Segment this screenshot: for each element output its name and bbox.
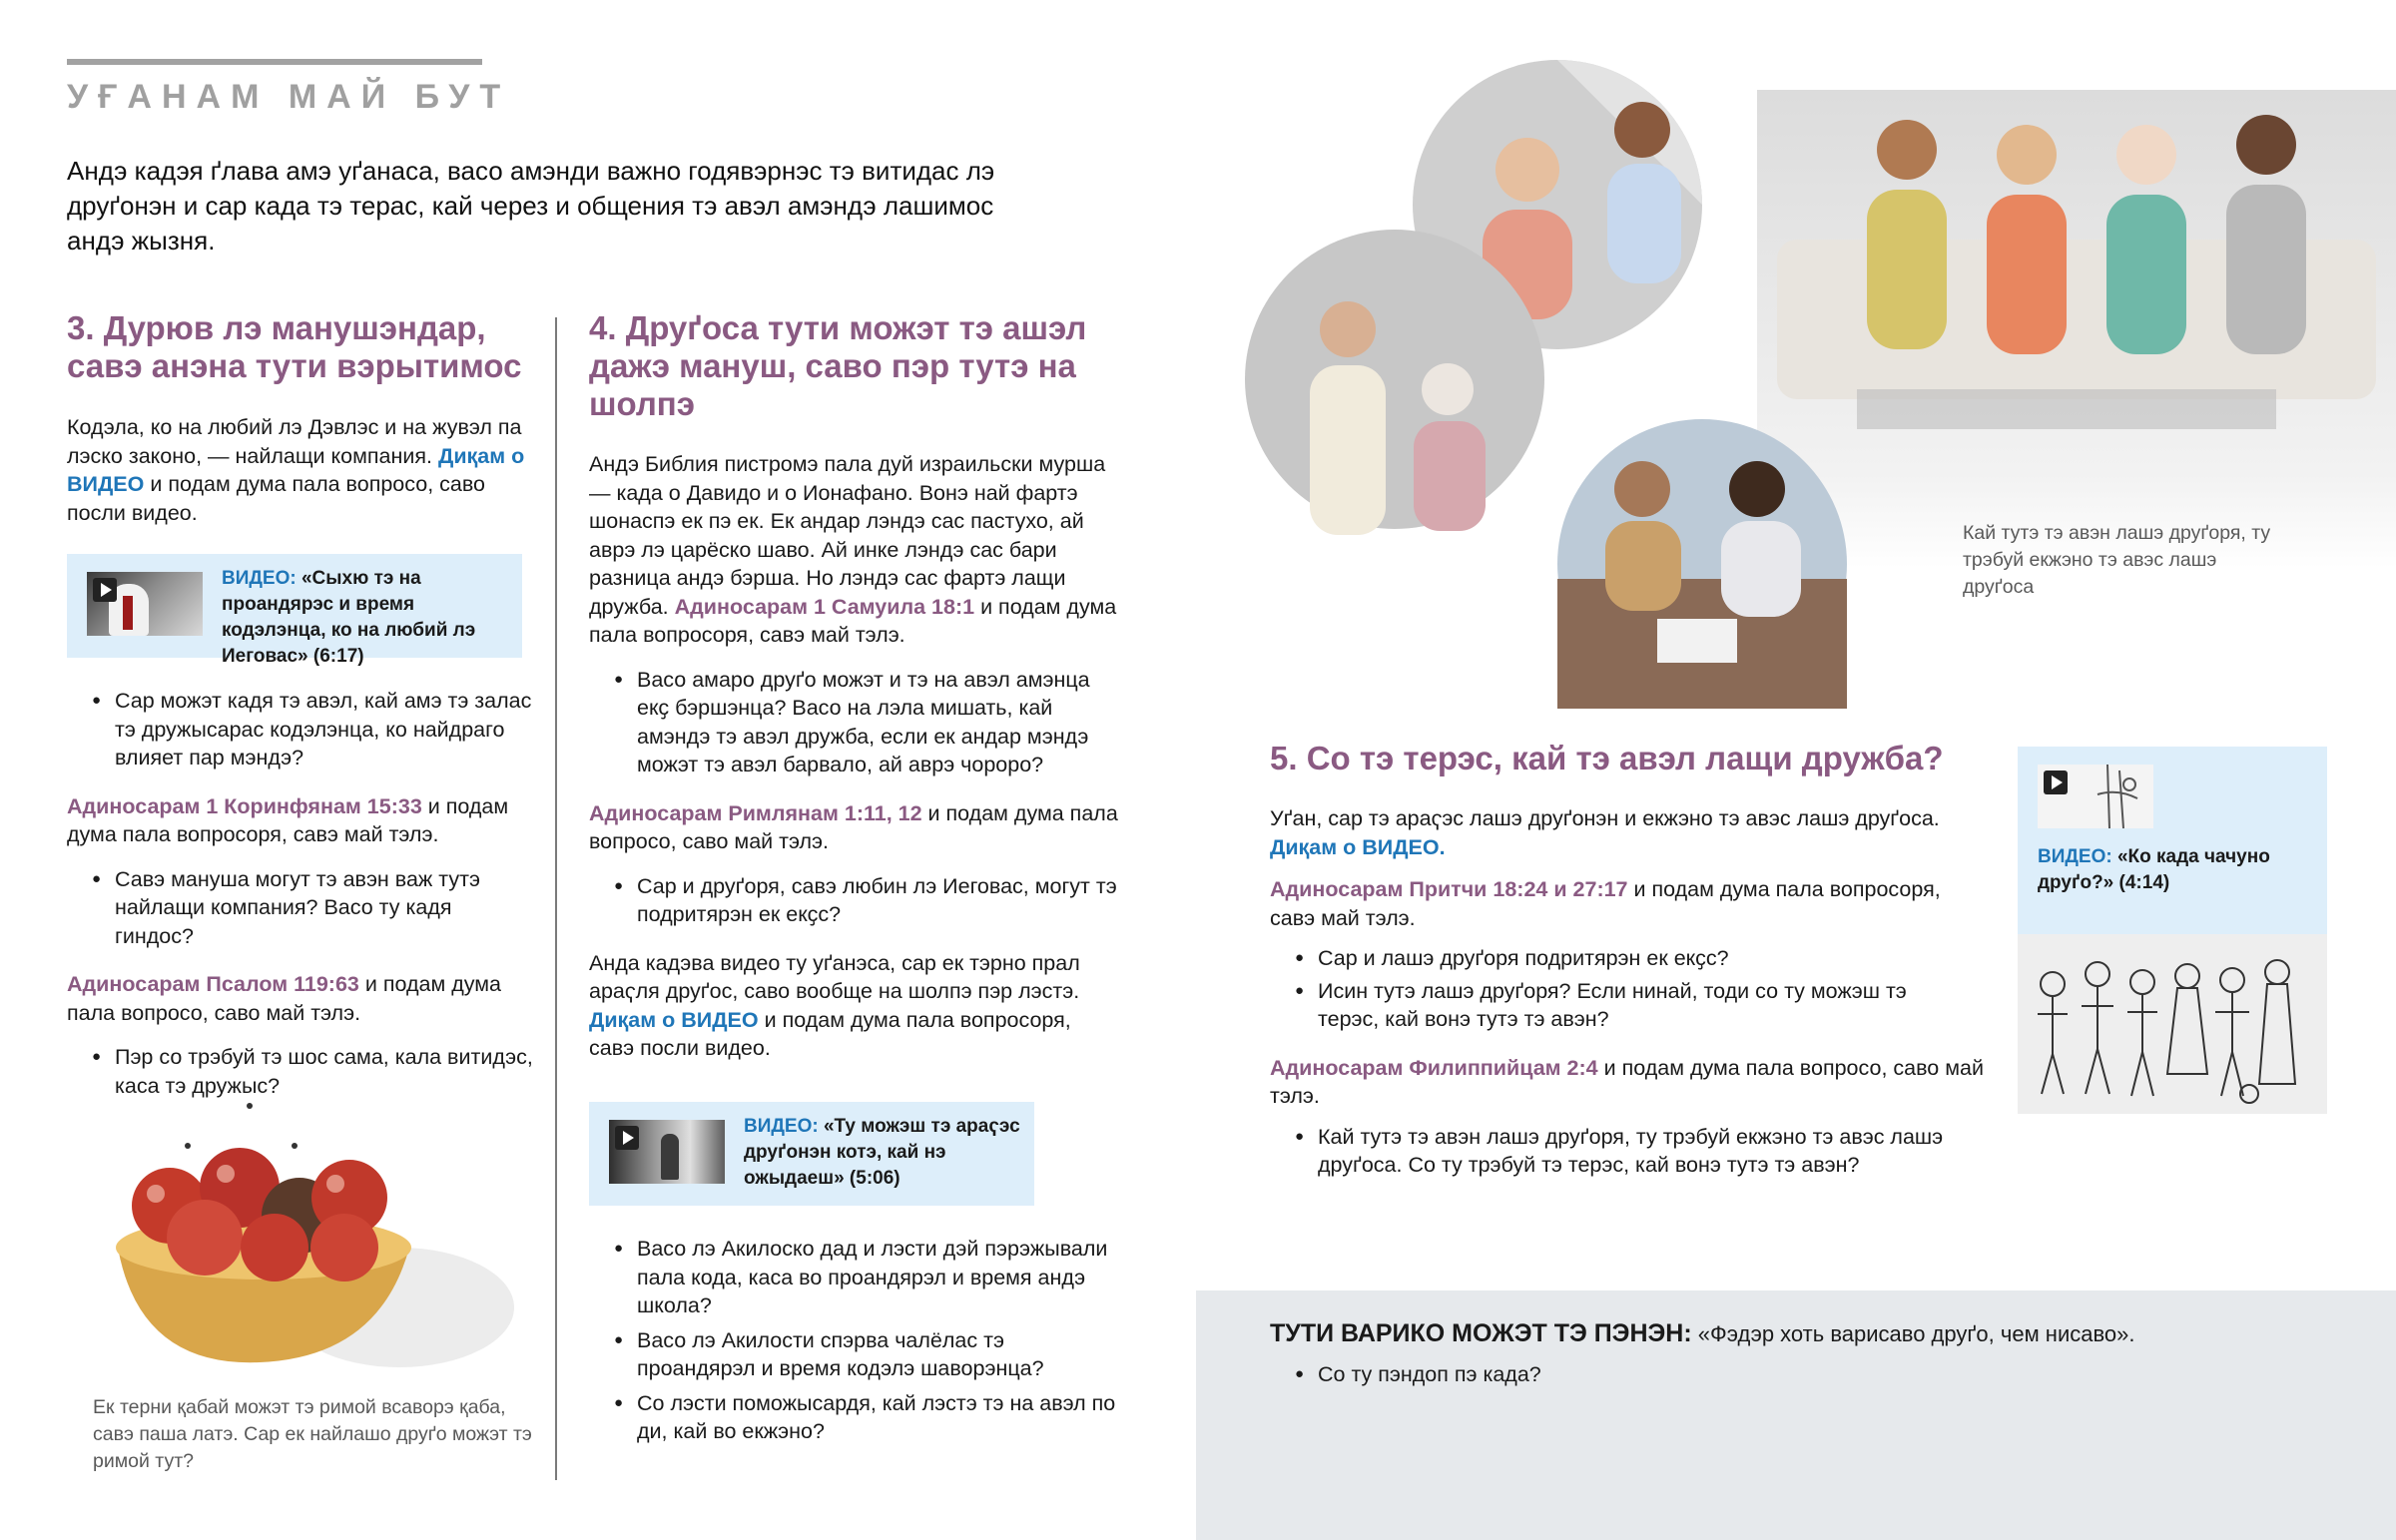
section4-para1-text: Андэ Библия пистромэ пала дуй израильски мурша — када о Давидо и о Ионафано. Вонэ най фартэ шонаспэ ек пэ ек. Ек андар лэндэ сас пастухо, ай аврэ лэ царёско шаво. Ай инке лэндэ сас бари разница андэ бэрша. Но лэндэ сас фартэ лащи дружба. xyxy=(589,452,1106,619)
section5-para1-text: Уґан, сар тэ араҁэс лашэ друґонэн и екжэно тэ авэс лашэ друґоса. xyxy=(1270,806,1940,830)
section3-para1-text: Кодэла, ко на любий лэ Дэвлэс и на жувэл па лэско законо, — найлащи компания. xyxy=(67,415,522,468)
video-1-text xyxy=(222,566,513,670)
list-item: ● Сар и лашэ друґоря подритярэн ек екҫс? xyxy=(1270,944,1929,973)
section5-para1 xyxy=(1270,804,1989,861)
section3-ref1-para xyxy=(67,792,536,849)
illustration-caption: Кай тутэ тэ авэн лашэ друґоря, ту трэбуй екжэно тэ авэс лашэ друґоса xyxy=(1963,522,2271,598)
section4-para1 xyxy=(589,450,1118,650)
list-item: ● Васо лэ Акилости спэрва чалёлас тэ проандярэл и время кодэлэ шаворэнца? xyxy=(589,1326,1118,1383)
watch-video-link[interactable]: Диқам о ВИДЕО. xyxy=(1270,834,1446,859)
video-2-text xyxy=(744,1114,1025,1192)
video-title: «Сыхю тэ на проандярэс и время кодэлэнца, ко на любий лэ Иеговас» (6:17) xyxy=(222,568,476,667)
scripture-ref[interactable]: Адиносарам Притчи 18:24 и 27:17 xyxy=(1270,877,1628,901)
ref-after: и подам дума пала вопросо, саво май тэлэ. xyxy=(1270,1055,1984,1108)
watch-video-link[interactable]: Диқам о ВИДЕО xyxy=(67,443,525,496)
video-3-sketch-panel xyxy=(2018,934,2327,1114)
section5-title: 5. Со тэ терэс, кай тэ авэл лащи дружба? xyxy=(1270,740,1944,776)
ref-after: и подам дума пала вопросоря, савэ май тэлэ. xyxy=(67,793,509,846)
apple-bowl-illustration xyxy=(100,1098,519,1387)
play-icon[interactable] xyxy=(2044,770,2068,794)
section3-para1-after: и подам дума пала вопросо, саво посли видео. xyxy=(67,472,485,525)
section3-bullets-1 xyxy=(67,687,536,772)
ref-after: и подам дума пала вопросо, саво май тэлэ. xyxy=(67,972,502,1025)
section4-bullets-3 xyxy=(589,1235,1118,1446)
scripture-ref[interactable]: Адиносарам 1 Самуила 18:1 xyxy=(674,594,975,619)
section3-list xyxy=(67,687,536,1100)
list-item: ● Исин тутэ лашэ друґоря? Если нинай, тоди со ту можэш тэ терэс, кай вонэ тутэ тэ авэн? xyxy=(1270,977,1929,1034)
section-rule xyxy=(67,59,482,65)
section4-ref2-para xyxy=(589,799,1118,856)
bottom-label: ТУТИ ВАРИКО МОЖЭТ ТЭ ПЭНЭН: xyxy=(1270,1319,1692,1347)
section5-bullets-2 xyxy=(1270,1123,1989,1180)
section3-title: 3. Дурюв лэ манушэндар, савэ анэна тути вэрытимос xyxy=(67,309,522,384)
presenter-tie xyxy=(123,596,133,630)
column-divider xyxy=(555,317,557,1480)
section4-list xyxy=(589,1235,1118,1446)
bottom-quote: «Фэдэр хоть варисаво друґо, чем нисаво». xyxy=(1691,1321,2135,1346)
scripture-ref[interactable]: Адиносарам Филиппийцам 2:4 xyxy=(1270,1055,1598,1080)
intro-text: Андэ кадэя ґлава амэ уґанаса, васо амэнди важно годявэрнэс тэ витидас лэ друґонэн и сар када тэ терас, кай через и общения тэ авэл амэндэ лашимос андэ жызня. xyxy=(67,156,995,256)
video-box-3[interactable] xyxy=(2018,747,2327,934)
section4-para2-after: и подам дума пала вопросоря, савэ посли видео. xyxy=(589,1007,1071,1060)
section5-ref2-para xyxy=(1270,1054,1989,1111)
section3-bullets-2 xyxy=(67,865,536,951)
video-title: «Ко када чачуно друґо?» (4:14) xyxy=(2038,846,2270,893)
person-figure xyxy=(661,1134,679,1180)
play-icon[interactable] xyxy=(93,578,117,602)
section4-bullets-2 xyxy=(589,872,1118,929)
section4-bullets-1 xyxy=(589,666,1118,779)
list-item: ● Со ту пэндоп пэ када? xyxy=(1270,1360,2268,1388)
section3-body xyxy=(67,413,536,527)
bottom-statement xyxy=(1270,1318,2368,1349)
friends-illustration xyxy=(1238,60,2396,709)
people-sketch xyxy=(2018,934,2327,1114)
scripture-ref[interactable]: Адиносарам 1 Коринфянам 15:33 xyxy=(67,793,422,818)
list-item: ● Васо амаро друґо можэт и тэ на авэл амэнца екҫ бэршэнца? Васо на лэла мишать, кай амэндэ тэ авэл дружба, если ек андар мэндэ можэт тэ авэл барвало, ай аврэ чороро? xyxy=(589,666,1118,779)
scripture-ref[interactable]: Адиносарам Псалом 119:63 xyxy=(67,972,359,996)
list-item: ● Сар можэт кадя тэ авэл, кай амэ тэ залас тэ дружысарас кодэлэнца, ко найдраго влияет пар мэндэ? xyxy=(67,687,536,772)
list-item: ● Со лэсти поможысардя, кай лэстэ тэ на авэл по ди, кай во екжэно? xyxy=(589,1389,1118,1446)
section4-title: 4. Друґоса тути можэт тэ ашэл дажэ мануш, саво пэр тутэ на шолпэ xyxy=(589,309,1087,422)
ref-after: и подам дума пала вопросоря, савэ май тэлэ. xyxy=(589,594,1117,647)
play-icon[interactable] xyxy=(615,1126,639,1150)
video-label: ВИДЕО: xyxy=(2038,846,2112,867)
section4-body xyxy=(589,450,1118,1063)
video-box-1[interactable] xyxy=(67,554,522,667)
video-label: ВИДЕО: xyxy=(222,568,297,589)
ref-after: и подам дума пала вопросо, саво май тэлэ. xyxy=(589,800,1118,853)
list-item: ● Кай тутэ тэ авэн лашэ друґоря, ту трэбуй екжэно тэ авэс лашэ друґоса. Со ту трэбуй тэ терэс, кай вонэ тутэ тэ авэн? xyxy=(1270,1123,1989,1180)
apples-caption: Ек терни қабай можэт тэ римой всаворэ қаба, савэ паша латэ. Сар ек найлашо друґо можэт тэ римой тут? xyxy=(93,1396,532,1472)
section5-ref1-para xyxy=(1270,875,1989,932)
section4-para2 xyxy=(589,949,1118,1063)
bottom-bullets xyxy=(1270,1360,2268,1388)
section4-para2-text: Анда кадэва видео ту уґанэса, сар ек тэрно прал араҁля друґос, саво вообще на шолпэ пэр лэстэ. xyxy=(589,950,1080,1003)
section-label: УҒАНАМ МАЙ БУТ xyxy=(67,78,511,116)
list-item: ● Васо лэ Акилоско дад и лэсти дэй пэрэжывали пала кода, каса во проандярэл и время андэ школа? xyxy=(589,1235,1118,1320)
video-box-2[interactable] xyxy=(589,1102,1034,1206)
section3-para1 xyxy=(67,413,536,527)
scripture-ref[interactable]: Адиносарам Римлянам 1:11, 12 xyxy=(589,800,922,825)
watch-video-link[interactable]: Диқам о ВИДЕО xyxy=(589,1007,759,1032)
bottom-discussion-bar xyxy=(1196,1290,2396,1540)
video-3-text xyxy=(2038,844,2307,896)
video-thumbnail[interactable] xyxy=(87,572,203,636)
section3-bullets-3 xyxy=(67,1043,536,1100)
section3-ref2-para xyxy=(67,970,536,1027)
list-item: ● Сар и друґоря, савэ любин лэ Иеговас, могут тэ подритярэн ек екҫс? xyxy=(589,872,1118,929)
ref-after: и подам дума пала вопросоря, савэ май тэлэ. xyxy=(1270,877,1941,930)
section5-body xyxy=(1270,804,1989,1180)
list-item: ● Савэ мануша могут тэ авэн важ тутэ найлащи компания? Васо ту кадя гиндос? xyxy=(67,865,536,951)
video-thumbnail[interactable] xyxy=(609,1120,725,1184)
list-item: ● Пэр со трэбуй тэ шос сама, кала витидэс, каса тэ дружыс? xyxy=(67,1043,536,1100)
video-label: ВИДЕО: xyxy=(744,1116,819,1137)
video-title: «Ту можэш тэ араҁэс друґонэн котэ, кай нэ ожыдаеш» (5:06) xyxy=(744,1116,1020,1189)
video-thumbnail[interactable] xyxy=(2038,765,2153,828)
section5-bullets-1 xyxy=(1270,944,1929,1034)
